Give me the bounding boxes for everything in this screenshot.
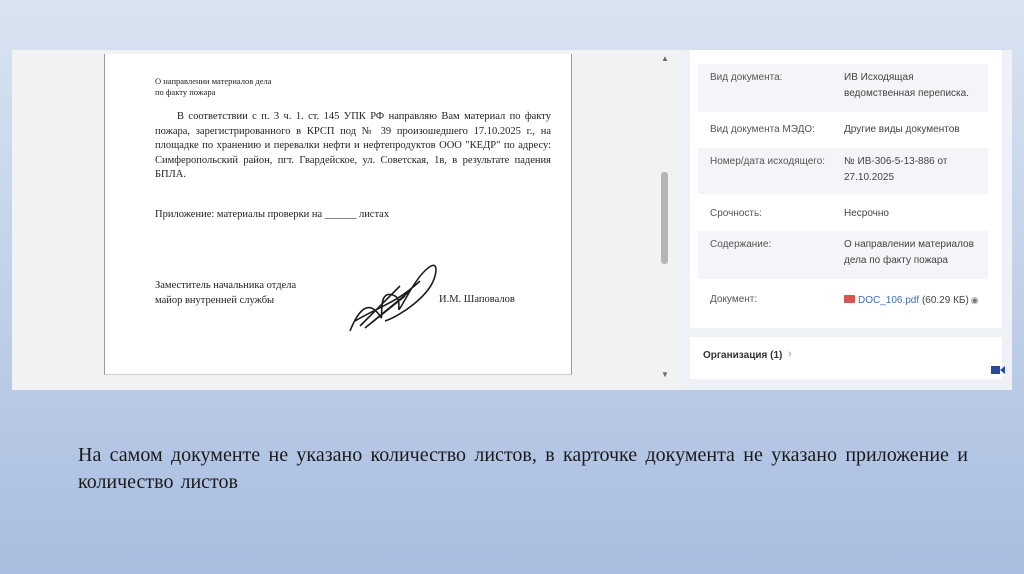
row-label: Вид документа МЭДО:: [710, 124, 815, 135]
organization-label[interactable]: Организация (1): [703, 350, 783, 361]
card-row-doc-type: [698, 64, 988, 112]
row-value: О направлении материалов дела по факту пожара: [844, 239, 974, 266]
pdf-icon: [844, 295, 855, 303]
document-appendix: Приложение: материалы проверки на ______ листах: [155, 209, 390, 220]
document-subject: [155, 76, 271, 98]
row-label: Вид документа:: [710, 72, 783, 83]
row-value: № ИВ-306-5-13-886 от 27.10.2025: [844, 156, 948, 183]
viewer-scrollbar[interactable]: [657, 54, 673, 380]
subject-line: О направлении материалов дела: [155, 76, 272, 86]
handwritten-signature: [340, 246, 450, 336]
file-name[interactable]: DOC_106.pdf: [858, 295, 920, 306]
card-row-outgoing-number: [698, 148, 988, 194]
video-icon[interactable]: [991, 365, 1005, 375]
card-row-document: [698, 286, 988, 314]
row-label: Документ:: [710, 294, 758, 305]
document-page: [104, 54, 572, 375]
scroll-down-icon[interactable]: ▼: [661, 370, 669, 379]
document-file-link[interactable]: [844, 292, 980, 309]
row-label: Номер/дата исходящего:: [710, 156, 826, 167]
card-row-urgency: [698, 200, 988, 228]
document-card: [690, 50, 1002, 328]
document-viewer: [12, 50, 679, 390]
subject-line: по факту пожара: [155, 87, 216, 97]
chevron-right-icon[interactable]: ›: [788, 348, 792, 360]
row-label: Содержание:: [710, 239, 772, 250]
position-line: майор внутренней службы: [155, 294, 275, 306]
row-value: Другие виды документов: [844, 124, 960, 135]
signer-position: [155, 279, 296, 308]
screenshot-panel: [12, 50, 1012, 390]
scroll-up-icon[interactable]: ▲: [661, 54, 669, 63]
row-label: Срочность:: [710, 208, 762, 219]
signer-name: И.М. Шаповалов: [439, 294, 515, 305]
scroll-thumb[interactable]: [661, 172, 668, 264]
row-value: ИВ Исходящая ведомственная переписка.: [844, 72, 969, 99]
document-body: В соответствии с п. 3 ч. 1. ст. 145 УПК РФ направляю Вам материал по факту пожара, зарегистрированного в КРСП под № 39 произошедшего 17.10.2025 г., на площадке по хранению и перевалки нефти и нефтепродуктов ООО "КЕДР" по адресу: Симферопольский район, пгт. Гвардейское, ул. Советская, 1в, в результате падения БПЛА.: [155, 111, 551, 180]
file-size: (60.29 КБ): [921, 295, 969, 306]
row-value: Несрочно: [844, 208, 889, 219]
card-row-content: [698, 231, 988, 279]
slide-caption: На самом документе не указано количество листов, в карточке документа не указано приложение и количество листов: [78, 444, 968, 493]
eye-icon[interactable]: ◉: [970, 295, 979, 305]
organization-panel[interactable]: [690, 337, 1002, 379]
card-row-medo-type: [698, 116, 988, 144]
position-line: Заместитель начальника отдела: [155, 280, 297, 291]
